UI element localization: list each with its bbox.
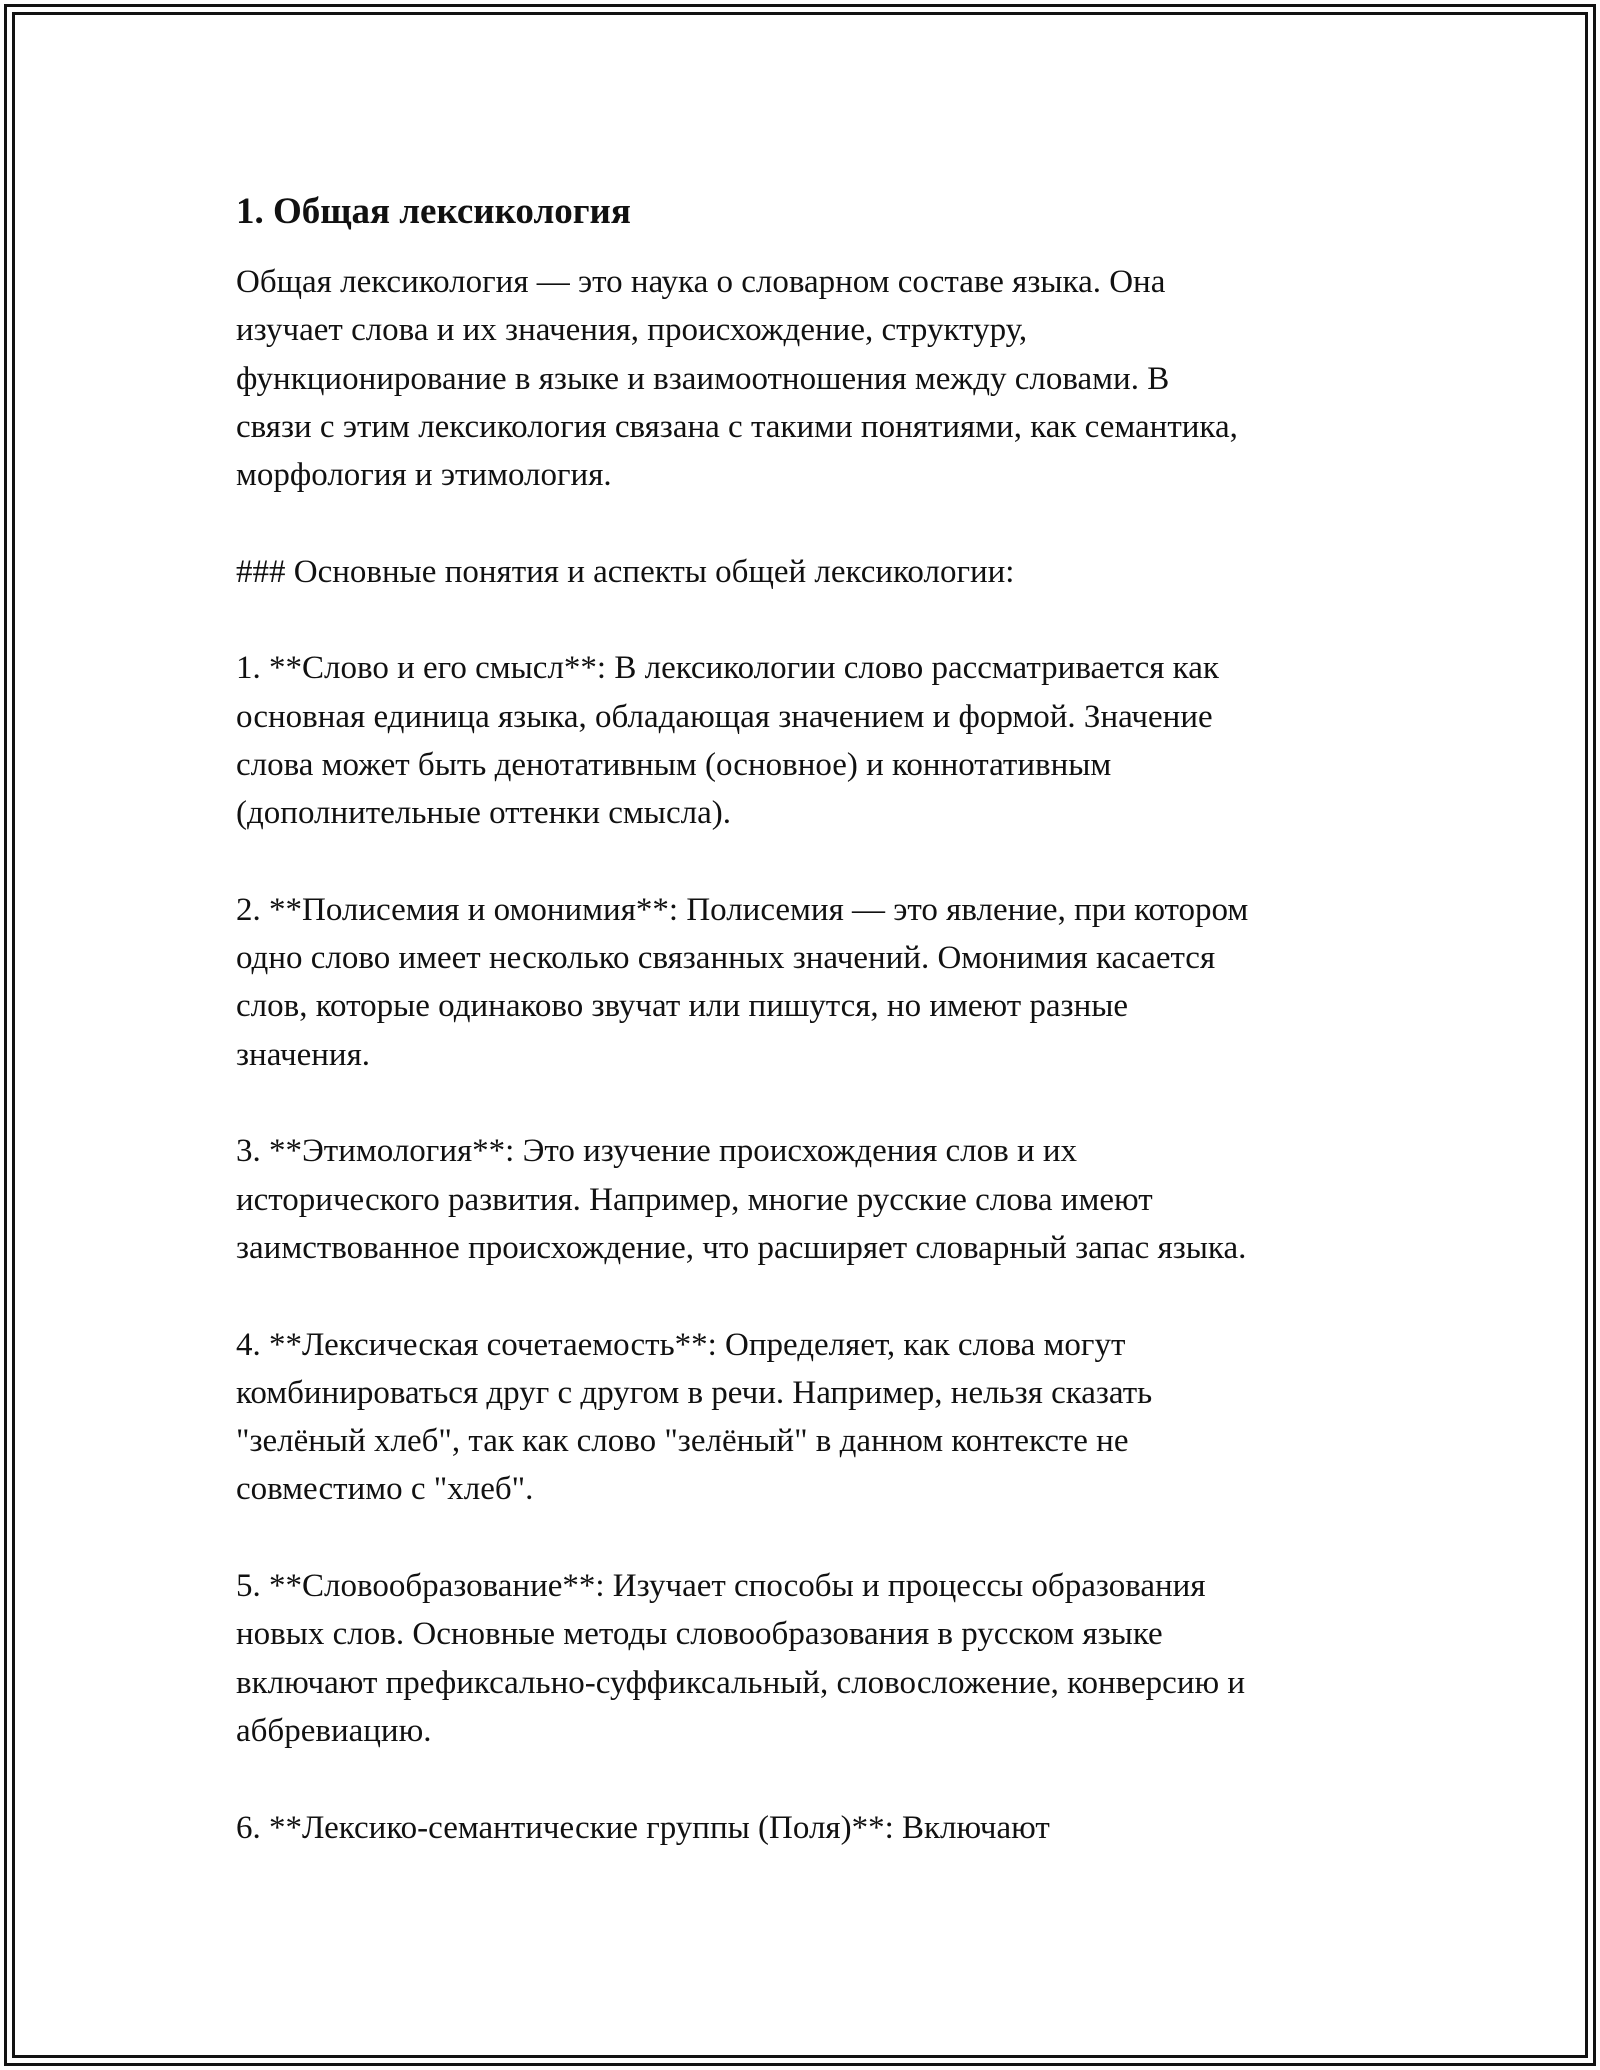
list-item-collocation: 4. **Лексическая сочетаемость**: Определяет, как слова могут комбинироваться друг с другом в речи. Например, нельзя сказать "зелёный хлеб", так как слово "зелёный" в данном контексте не совместимо с "хлеб".	[236, 1326, 1153, 1508]
section-heading: 1. Общая лексикология	[236, 191, 631, 232]
list-item-word-meaning: 1. **Слово и его смысл**: В лексикологии слово рассматривается как основная единица языка, обладающая значением и формой. Значение слова может быть денотативным (основное) и коннотативным (дополнительные оттенки смысла).	[236, 650, 1219, 832]
intro-paragraph: Общая лексикология — это наука о словарном составе языка. Она изучает слова и их значения, происхождение, структуру, функционирование в языке и взаимоотношения между словами. В связи с этим лексикология связана с такими понятиями, как семантика, морфология и этимология.	[236, 264, 1238, 494]
list-item-word-formation: 5. **Словообразование**: Изучает способы и процессы образования новых слов. Основные методы словообразования в русском языке включают префиксально-суффиксальный, словосложение, конверсию и аббревиацию.	[236, 1568, 1246, 1749]
document-page	[236, 188, 1376, 1852]
list-item-etymology: 3. **Этимология**: Это изучение происхождения слов и их исторического развития. Например, многие русские слова имеют заимствованное происхождение, что расширяет словарный запас языка.	[236, 1133, 1247, 1266]
list-item-polysemy: 2. **Полисемия и омонимия**: Полисемия — это явление, при котором одно слово имеет несколько связанных значений. Омонимия касается слов, которые одинаково звучат или пишутся, но имеют разные значения.	[236, 891, 1249, 1073]
list-item-semantic-fields: 6. **Лексико-семантические группы (Поля)**: Включают	[236, 1809, 1050, 1846]
subheading-paragraph: ### Основные понятия и аспекты общей лексикологии:	[236, 553, 1015, 590]
